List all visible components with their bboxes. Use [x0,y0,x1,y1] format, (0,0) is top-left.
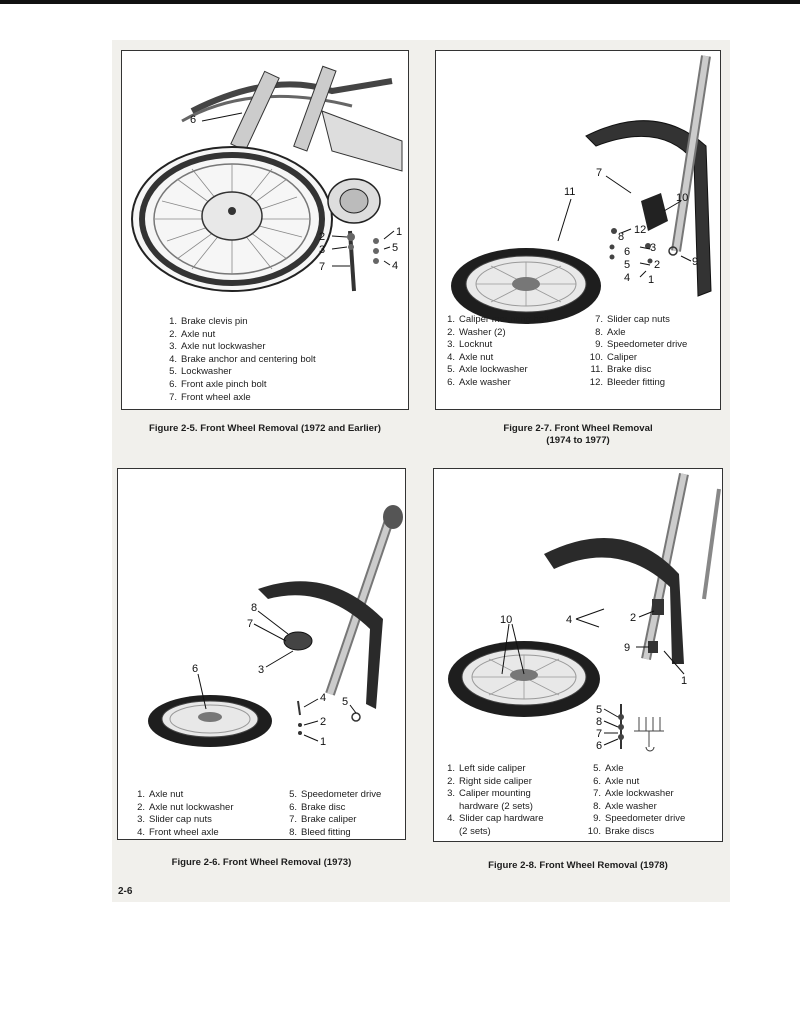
legend-item: 2. Axle nut [169,328,216,340]
fig7-callout-7: 7 [596,167,603,179]
figure-2-7-caption [435,423,721,447]
legend-item: 4. Brake anchor and centering bolt [169,353,316,365]
figure-2-6-panel [117,468,406,840]
figure-2-5-legend [162,316,316,404]
fig8-callout-5: 5 [596,704,603,716]
fig7-callout-10: 10 [676,192,689,204]
legend-item: 1. Left side caliper [447,763,526,774]
legend-item: 1. Axle nut [137,789,184,800]
legend-item: 7. Front wheel axle [169,391,251,403]
fig5-callout-6: 6 [190,114,197,126]
legend-item: 1. Caliper mounting bolt [447,314,549,325]
fig6-callout-2: 2 [320,716,327,728]
legend-item: 7. Axle lockwasher [593,788,674,800]
fig8-callout-4: 4 [566,614,573,626]
figure-2-7-legend-right [588,314,687,390]
figure-2-7-caption-line2: (1974 to 1977) [546,435,610,446]
fig8-callout-6: 6 [596,740,603,752]
legend-item: 2. Axle nut lockwasher [137,801,234,813]
fig7-callout-8: 8 [618,231,625,243]
figure-2-8-panel [433,468,723,842]
fig6-callout-7: 7 [247,618,254,630]
figure-2-8-caption: Figure 2-8. Front Wheel Removal (1978) [488,860,668,871]
legend-item: 7. Brake caliper [289,814,357,826]
fig6-callout-1: 1 [320,736,327,748]
legend-item: 4. Axle nut [447,351,494,363]
legend-item: 2. Washer (2) [447,326,506,338]
fig5-callout-2: 2 [319,231,326,243]
fig8-callout-2: 2 [630,612,637,624]
figure-2-7-legend-left [440,314,549,390]
legend-item: 4. Slider cap hardware [447,813,544,825]
legend-item: 3. Slider cap nuts [137,814,212,826]
legend-item: 5. Lockwasher [169,366,232,378]
fig8-callout-10: 10 [500,614,513,626]
legend-item: 10. Caliper [589,351,638,363]
legend-item: 7. Slider cap nuts [595,314,670,325]
fig7-callout-11: 11 [564,186,576,198]
fig8-callout-8: 8 [596,716,603,728]
legend-item: 8. Bleed fitting [289,826,351,838]
figure-2-6-illustration [118,469,407,841]
fig5-callout-3: 3 [319,244,326,256]
fig5-callout-1: 1 [396,226,403,238]
legend-item: 8. Axle [595,326,626,338]
figure-2-6-caption: Figure 2-6. Front Wheel Removal (1973) [171,857,352,868]
legend-item: 1. Brake clevis pin [169,316,248,327]
fig6-callout-6: 6 [192,663,199,675]
fig8-callout-1: 1 [681,675,688,687]
legend-item-continuation: (2 sets) [459,825,491,837]
fig7-callout-1: 1 [648,274,655,286]
page-number: 2-6 [118,886,133,897]
fig6-callout-4: 4 [320,692,327,704]
legend-item: 6. Axle nut [593,775,640,787]
legend-item: 5. Axle [593,763,624,774]
fig7-callout-6: 6 [624,246,631,258]
legend-item: 11. Brake disc [590,364,652,376]
fig8-callout-7: 7 [596,728,603,740]
legend-item-continuation: hardware (2 sets) [459,800,533,812]
figure-2-8-legend-right [586,763,685,839]
legend-item: 6. Brake disc [289,801,346,813]
legend-item: 10. Brake discs [587,825,655,837]
fig6-callout-8: 8 [251,602,258,614]
fig7-callout-2: 2 [654,259,661,271]
fig8-callout-9: 9 [624,642,631,654]
legend-item: 3. Caliper mounting [447,788,531,800]
legend-item: 12. Bleeder fitting [589,376,666,388]
legend-item: 5. Speedometer drive [289,789,382,800]
legend-item: 9. Speedometer drive [595,339,688,351]
fig5-callout-7: 7 [319,261,326,273]
fig7-callout-4: 4 [624,272,631,284]
figure-2-6-legend-right [282,789,381,839]
fig5-callout-4: 4 [392,260,399,272]
fig7-callout-9: 9 [692,256,699,268]
legend-item: 9. Speedometer drive [593,813,686,825]
legend-item: 6. Front axle pinch bolt [169,378,267,390]
fig6-callout-3: 3 [258,664,265,676]
figure-2-7-caption-line1: Figure 2-7. Front Wheel Removal [503,423,653,434]
fig5-callout-5: 5 [392,242,399,254]
figure-2-6-legend-left [130,789,233,839]
fig7-callout-3: 3 [650,242,657,254]
figure-2-7-panel [435,50,721,410]
figure-2-5-caption: Figure 2-5. Front Wheel Removal (1972 and Earlier) [149,423,381,434]
fig7-callout-5: 5 [624,259,631,271]
legend-item: 6. Axle washer [447,376,511,388]
figure-2-5-panel [121,50,409,410]
top-bar [0,0,800,4]
legend-item: 4. Front wheel axle [137,826,219,838]
legend-item: 5. Axle lockwasher [447,364,528,376]
legend-item: 3. Locknut [447,339,493,351]
figure-2-8-legend-left [440,763,544,839]
fig7-callout-12: 12 [634,224,647,236]
legend-item: 3. Axle nut lockwasher [169,341,266,353]
fig6-callout-5: 5 [342,696,349,708]
legend-item: 8. Axle washer [593,800,657,812]
legend-item: 2. Right side caliper [447,775,532,787]
